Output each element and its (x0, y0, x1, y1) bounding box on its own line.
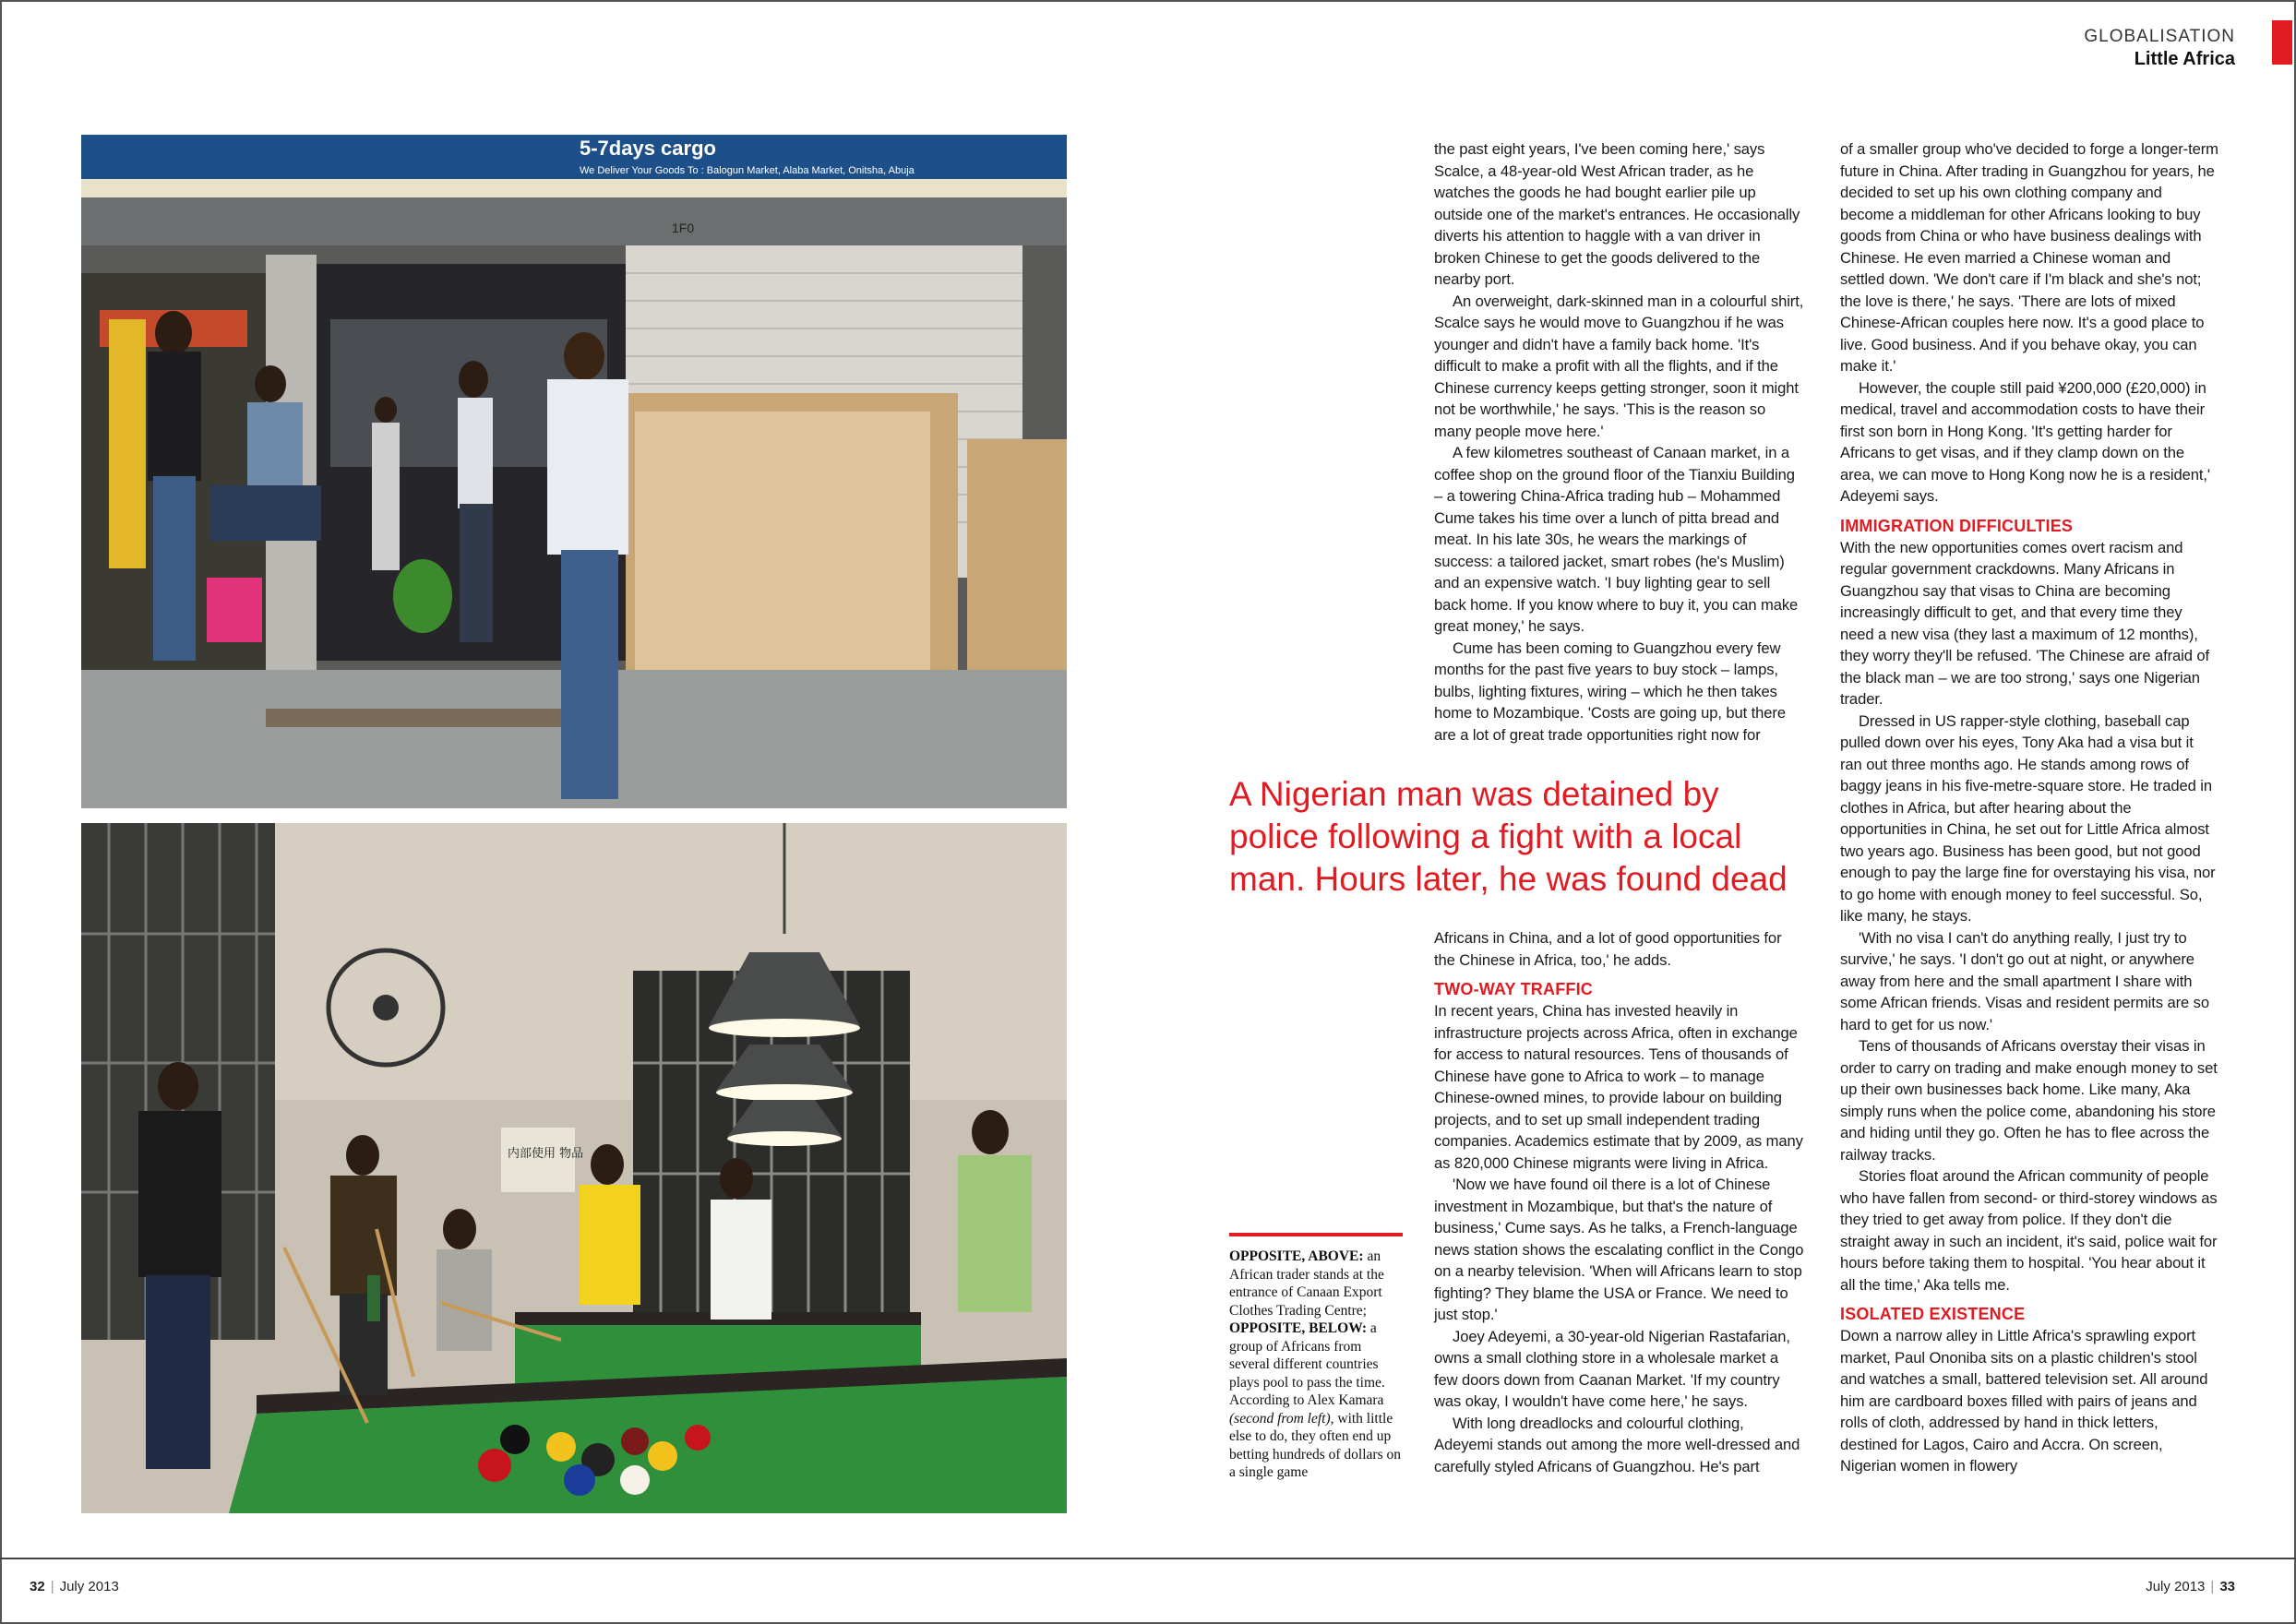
column-1-top-paragraph: the past eight years, I've been coming here,' says Scalce, a 48-year-old West African trader, as he watches the goods he had bought earlier pile up outside one of the market's entrances. He occasionally diverts his attention to haggle with a van driver in broken Chinese to get the goods delivered to the nearby port. (1434, 140, 1800, 288)
footer-right: July 2013 | 33 (2146, 1579, 2235, 1594)
column-1-bottom-paragraph: Joey Adeyemi, a 30-year-old Nigerian Rastafarian, owns a small clothing store in a wholesale market a few doors down from Caanan Market. 'If my country was okay, I wouldn't have come here,' he says. (1434, 1327, 1790, 1410)
page-number-right: 33 (2219, 1579, 2235, 1594)
caption-text-below: a group of Africans from several different countries plays pool to pass the time. According to Alex Kamara (1229, 1320, 1385, 1408)
photo-pool-illustration (81, 823, 1067, 1513)
column-1-top-paragraph: Cume has been coming to Guangzhou every few months for the past five years to buy stock – lamps, bulbs, lighting fixtures, wiring – which he then takes home to Mozambique. 'Costs are going up, but there are a lot of great trade opportunities right now for (1434, 639, 1786, 744)
caption-rule (1229, 1233, 1403, 1236)
subheading: TWO-WAY TRAFFIC (1434, 980, 1593, 998)
column-2-paragraph: However, the couple still paid ¥200,000 (£20,000) in medical, travel and accommodation costs to have their first son born in Hong Kong. 'It's getting harder for Africans to get visas, and if they clamp down on the area, we can move to Hong Kong now he is a resident,' Adeyemi says. (1840, 378, 2210, 505)
column-2-paragraph: 'With no visa I can't do anything really, I just try to survive,' he says. 'I don't go out at night, or anywhere away from here and the small apartment I share with some African friends. Visas and resident permits are so hard to get for us now.' (1840, 928, 2210, 1033)
column-1-top-paragraph: An overweight, dark-skinned man in a colourful shirt, Scalce says he would move to Guangzhou if he was younger and didn't have a family back home. 'It's difficult to make a profit with all the flights, and if the Chinese currency keeps getting stronger, soon it might not be worthwhile,' he says. 'This is the reason so many people move here.' (1434, 292, 1804, 440)
issue-date-left: July 2013 (59, 1579, 119, 1594)
column-2-paragraph: Tens of thousands of Africans overstay their visas in order to carry on trading and make enough money to set up their own businesses back home. Like many, Aka simply runs when the police come, abandoning his store and hiding until they go. Often he has to flee across the railway tracks. (1840, 1037, 2218, 1164)
caption-text-end: , with little else to do, they often end up betting hundreds of dollars on a single game (1229, 1410, 1401, 1480)
column-1-bottom-paragraph: With long dreadlocks and colourful clothing, Adeyemi stands out among the more well-dressed and carefully styled Africans of Guangzhou. He's part (1434, 1414, 1800, 1475)
photo-trader-entrance (81, 135, 1067, 808)
body-column-1-bottom (1434, 927, 1805, 1477)
photo-caption (1229, 1248, 1405, 1482)
running-head (2084, 26, 2235, 70)
article-title: Little Africa (2134, 49, 2235, 69)
pull-quote: A Nigerian man was detained by police following a fight with a local man. Hours later, he was found dead (1229, 775, 1788, 898)
column-2-paragraph: Stories float around the African community of people who have fallen from second- or third-storey windows as they tried to get away from police. If they don't die straight away in such an incident, it's said, police wait for hours before taking them to hospital. 'You hear about it all the time,' Aka tells me. (1840, 1167, 2218, 1294)
column-1-top-paragraph: A few kilometres southeast of Canaan market, in a coffee shop on the ground floor of the Tianxiu Building – a towering China-Africa trading hub – Mohammed Cume takes his time over a lunch of pitta bread and meat. In his late 30s, he wears the markings of success: a tailored jacket, smart robes (he's Muslim) and an expensive watch. 'I buy lighting gear to sell back home. If you know where to buy it, you can make great money,' he says. (1434, 444, 1799, 635)
body-column-2 (1840, 138, 2218, 1477)
caption-label-below: OPPOSITE, BELOW: (1229, 1320, 1368, 1336)
wall-note-text: 内部使用 物品 (508, 1147, 584, 1161)
page-number-left: 32 (30, 1579, 45, 1594)
subheading: ISOLATED EXISTENCE (1840, 1305, 2026, 1323)
photo-trader-illustration (81, 135, 1067, 808)
column-2-paragraph: of a smaller group who've decided to forge a longer-term future in China. After trading in Guangzhou for years, he decided to set up his own clothing company and become a middleman for other Africans looking to buy goods from China or who have business dealings with Chinese. He even married a Chinese woman and settled down. 'We don't care if I'm black and she's not; the love is there,' he says. 'There are lots of mixed Chinese-African couples here now. It's a good place to live. Good business. And if you behave okay, you can make it.' (1840, 140, 2218, 375)
caption-text-above: an African trader stands at the entrance of Canaan Export Clothes Trading Centre; (1229, 1248, 1384, 1319)
footer-rule (0, 1558, 2296, 1559)
column-2-paragraph: With the new opportunities comes overt racism and regular government crackdowns. Many Africans in Guangzhou say that visas to China are becoming increasingly difficult to get, and that every time they need a new visa (they last a maximum of 12 months), they worry they'll be refused. 'The Chinese are afraid of the black man – we are too strong,' says one Nigerian trader. (1840, 538, 2210, 708)
sign-subtext: We Deliver Your Goods To : Balogun Market, Alaba Market, Onitsha, Abuja (580, 165, 915, 176)
footer-left: 32 | July 2013 (30, 1579, 119, 1594)
column-2-paragraph: Down a narrow alley in Little Africa's sprawling export market, Paul Ononiba sits on a plastic children's stool and watches a small, battered television set. All around him are cardboard boxes filled with pairs of jeans and rolls of cloth, addressed by hand in thick letters, destined for Lagos, Cairo and Accra. On screen, Nigerian women in flowery (1840, 1327, 2208, 1475)
section-tab (2272, 20, 2292, 65)
caption-italic: (second from left) (1229, 1410, 1331, 1427)
column-1-bottom-paragraph: In recent years, China has invested heavily in infrastructure projects across Africa, often in exchange for access to natural resources. Tens of thousands of Chinese have gone to Africa to work – to manage Chinese-owned mines, to provide labour on building projects, and to set up small independent trading companies. Academics estimate that by 2009, as many as 820,000 Chinese migrants were living in Africa. (1434, 1002, 1803, 1172)
column-1-bottom-paragraph: 'Now we have found oil there is a lot of Chinese investment in Mozambique, but that's the nature of business,' Cume says. As he talks, a French-language news station shows the escalating conflict in the Congo on a nearby television. 'When will Africans learn to stop fighting? They blame the USA or France. We need to just stop.' (1434, 1176, 1804, 1323)
caption-label-above: OPPOSITE, ABOVE: (1229, 1248, 1364, 1264)
subheading: IMMIGRATION DIFFICULTIES (1840, 516, 2074, 535)
shop-number: 1F0 (672, 221, 695, 235)
sign-text: 5-7days cargo (580, 137, 716, 160)
column-2-paragraph: Dressed in US rapper-style clothing, baseball cap pulled down over his eyes, Tony Aka had a visa but it ran out three months ago. He stands among rows of baggy jeans in his five-metre-square store. He traded in clothes in Africa, but after hearing about the opportunities in China, he set out for Little Africa almost two years ago. Business has been good, but not good enough to pay the large fine for overstaying his visa, nor to go home with enough money to feel successful. So, like many, he stays. (1840, 711, 2216, 925)
column-1-bottom-paragraph: Africans in China, and a lot of good opportunities for the Chinese in Africa, too,' he adds. (1434, 929, 1782, 969)
issue-date-right: July 2013 (2146, 1579, 2206, 1594)
photo-pool-players (81, 823, 1067, 1513)
body-column-1-top (1434, 138, 1805, 746)
section-label: GLOBALISATION (2084, 27, 2235, 46)
